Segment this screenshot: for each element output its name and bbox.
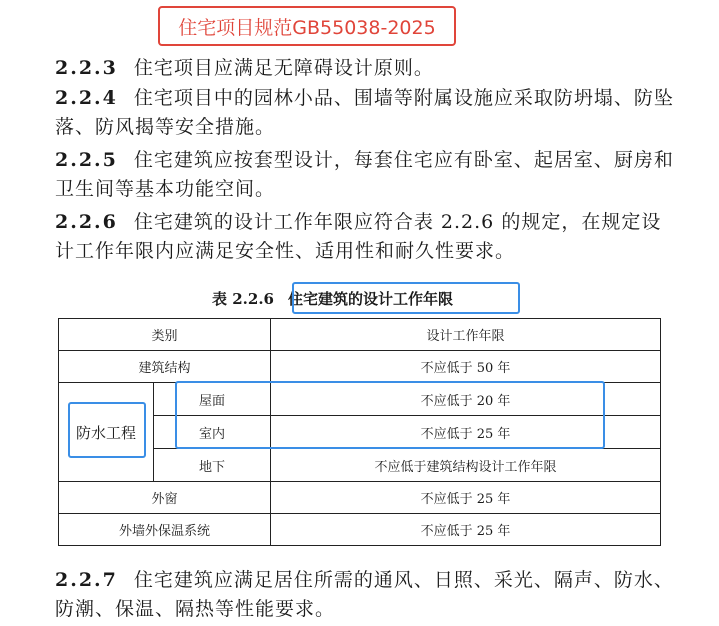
row-limit: 不应低于 20 年 xyxy=(271,383,661,416)
row-category: 外窗 xyxy=(59,482,271,514)
sub-category: 地下 xyxy=(154,449,271,482)
clause-number: 2.2.5 xyxy=(55,149,118,171)
table-number: 表 2.2.6 xyxy=(212,290,274,308)
clause-2-2-3 xyxy=(55,54,675,83)
header-category: 类别 xyxy=(59,319,271,351)
header-limit: 设计工作年限 xyxy=(271,319,661,351)
table-row xyxy=(59,514,661,546)
category-highlight-box xyxy=(68,402,146,458)
rows-highlight-box xyxy=(175,381,605,449)
title-highlight-box xyxy=(292,282,520,314)
row-category-waterproofing: 防水工程 xyxy=(59,383,154,482)
clause-2-2-5 xyxy=(55,146,675,204)
clause-2-2-6 xyxy=(55,208,675,266)
clause-text: 住宅建筑的设计工作年限应符合表 2.2.6 的规定，在规定设计工作年限内应满足安全性、适用性和耐久性要求。 xyxy=(55,211,662,262)
clause-number: 2.2.4 xyxy=(55,87,118,109)
clause-number: 2.2.6 xyxy=(55,211,118,233)
sub-category: 屋面 xyxy=(154,383,271,416)
standard-code-stamp: 住宅项目规范GB55038-2025 xyxy=(158,6,456,46)
clause-number: 2.2.3 xyxy=(55,57,118,79)
clause-text: 住宅建筑应按套型设计，每套住宅应有卧室、起居室、厨房和卫生间等基本功能空间。 xyxy=(55,149,674,200)
table-title: 住宅建筑的设计工作年限 xyxy=(287,290,453,308)
row-limit: 不应低于 25 年 xyxy=(271,416,661,449)
table-row xyxy=(59,482,661,514)
clause-text: 住宅项目应满足无障碍设计原则。 xyxy=(133,57,434,79)
row-limit: 不应低于 25 年 xyxy=(271,514,661,546)
clause-number: 2.2.7 xyxy=(55,569,118,591)
row-limit: 不应低于 25 年 xyxy=(271,482,661,514)
clause-2-2-7 xyxy=(55,566,675,624)
clause-text: 住宅建筑应满足居住所需的通风、日照、采光、隔声、防水、防潮、保温、隔热等性能要求。 xyxy=(55,569,674,620)
clause-text: 住宅项目中的园林小品、围墙等附属设施应采取防坍塌、防坠落、防风揭等安全措施。 xyxy=(55,87,674,138)
row-category: 外墙外保温系统 xyxy=(59,514,271,546)
sub-category: 室内 xyxy=(154,416,271,449)
row-limit: 不应低于 50 年 xyxy=(271,351,661,383)
table-row xyxy=(59,351,661,383)
table-header-row xyxy=(59,319,661,351)
clause-2-2-4 xyxy=(55,84,675,142)
row-limit: 不应低于建筑结构设计工作年限 xyxy=(271,449,661,482)
row-category: 建筑结构 xyxy=(59,351,271,383)
